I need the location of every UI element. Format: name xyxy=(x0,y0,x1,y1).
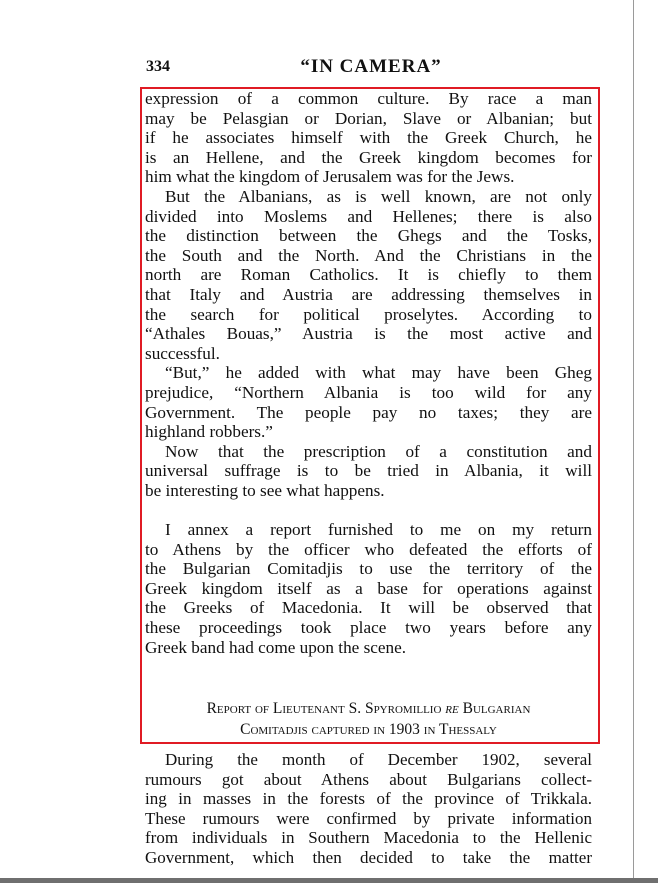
text-line: rumours got about Athens about Bulgarians collect- xyxy=(145,769,592,789)
text-line: universal suffrage is to be tried in Albania, it will xyxy=(145,461,592,481)
text-line: the distinction between the Ghegs and the Tosks, xyxy=(145,226,592,246)
text-line: Greek kingdom itself as a base for operations against xyxy=(145,578,592,598)
page-number: 334 xyxy=(146,58,170,75)
text-line: is an Hellene, and the Greek kingdom becomes for xyxy=(145,147,592,167)
page-header xyxy=(146,58,596,80)
text-line: may be Pelasgian or Dorian, Slave or Albanian; but xyxy=(145,108,592,128)
text-line: from individuals in Southern Macedonia to the Hellenic xyxy=(145,828,592,848)
text-line: north are Roman Catholics. It is chiefly to them xyxy=(145,265,592,285)
text-line: the search for political proselytes. According to xyxy=(145,304,592,324)
main-text xyxy=(145,89,592,657)
text-line: expression of a common culture. By race a man xyxy=(145,89,592,108)
text-line: highland robbers.” xyxy=(145,422,273,442)
scan-bottom-border xyxy=(0,878,658,883)
text-line: that Italy and Austria are addressing themselves in xyxy=(145,284,592,304)
text-line: if he associates himself with the Greek Church, he xyxy=(145,128,592,148)
text-line: him what the kingdom of Jerusalem was for the Jews. xyxy=(145,167,515,187)
text-line: to Athens by the officer who defeated the efforts of xyxy=(145,539,592,559)
text-line: prejudice, “Northern Albania is too wild for any xyxy=(145,382,592,402)
text-line: ing in masses in the forests of the province of Trikkala. xyxy=(145,789,592,809)
report-title-line2: Comitadjis captured in 1903 in Thessaly xyxy=(240,721,497,738)
text-line: successful. xyxy=(145,343,220,363)
report-title-line1: Report of Lieutenant S. Spyromillio re Bulgarian xyxy=(206,700,531,717)
text-line: Government. The people pay no taxes; they are xyxy=(145,402,592,422)
text-line: these proceedings took place two years before any xyxy=(145,618,592,638)
report-body xyxy=(145,750,592,868)
page-edge-line xyxy=(633,0,634,878)
text-line: During the month of December 1902, several xyxy=(165,750,592,769)
text-line: the South and the North. And the Christians in the xyxy=(145,245,592,265)
report-title xyxy=(145,698,592,740)
paragraph-gap xyxy=(145,500,592,520)
text-line: the Bulgarian Comitadjis to use the territory of the xyxy=(145,559,592,579)
text-line: divided into Moslems and Hellenes; there is also xyxy=(145,206,592,226)
text-line: Greek band had come upon the scene. xyxy=(145,637,407,657)
text-line: Government, which then decided to take the matter xyxy=(145,847,592,867)
text-line: the Greeks of Macedonia. It will be observed that xyxy=(145,598,592,618)
text-line: These rumours were confirmed by private information xyxy=(145,808,592,828)
text-line: I annex a report furnished to me on my return xyxy=(165,520,592,540)
text-line: Now that the prescription of a constitution and xyxy=(165,441,592,461)
report-title-re: re xyxy=(445,700,459,717)
text-line: be interesting to see what happens. xyxy=(145,480,385,500)
text-line: “But,” he added with what may have been Gheg xyxy=(165,363,592,383)
text-line: “Athales Bouas,” Austria is the most active and xyxy=(145,324,592,344)
text-line: But the Albanians, as is well known, are not only xyxy=(165,186,592,206)
running-title: “IN CAMERA” xyxy=(300,56,442,77)
